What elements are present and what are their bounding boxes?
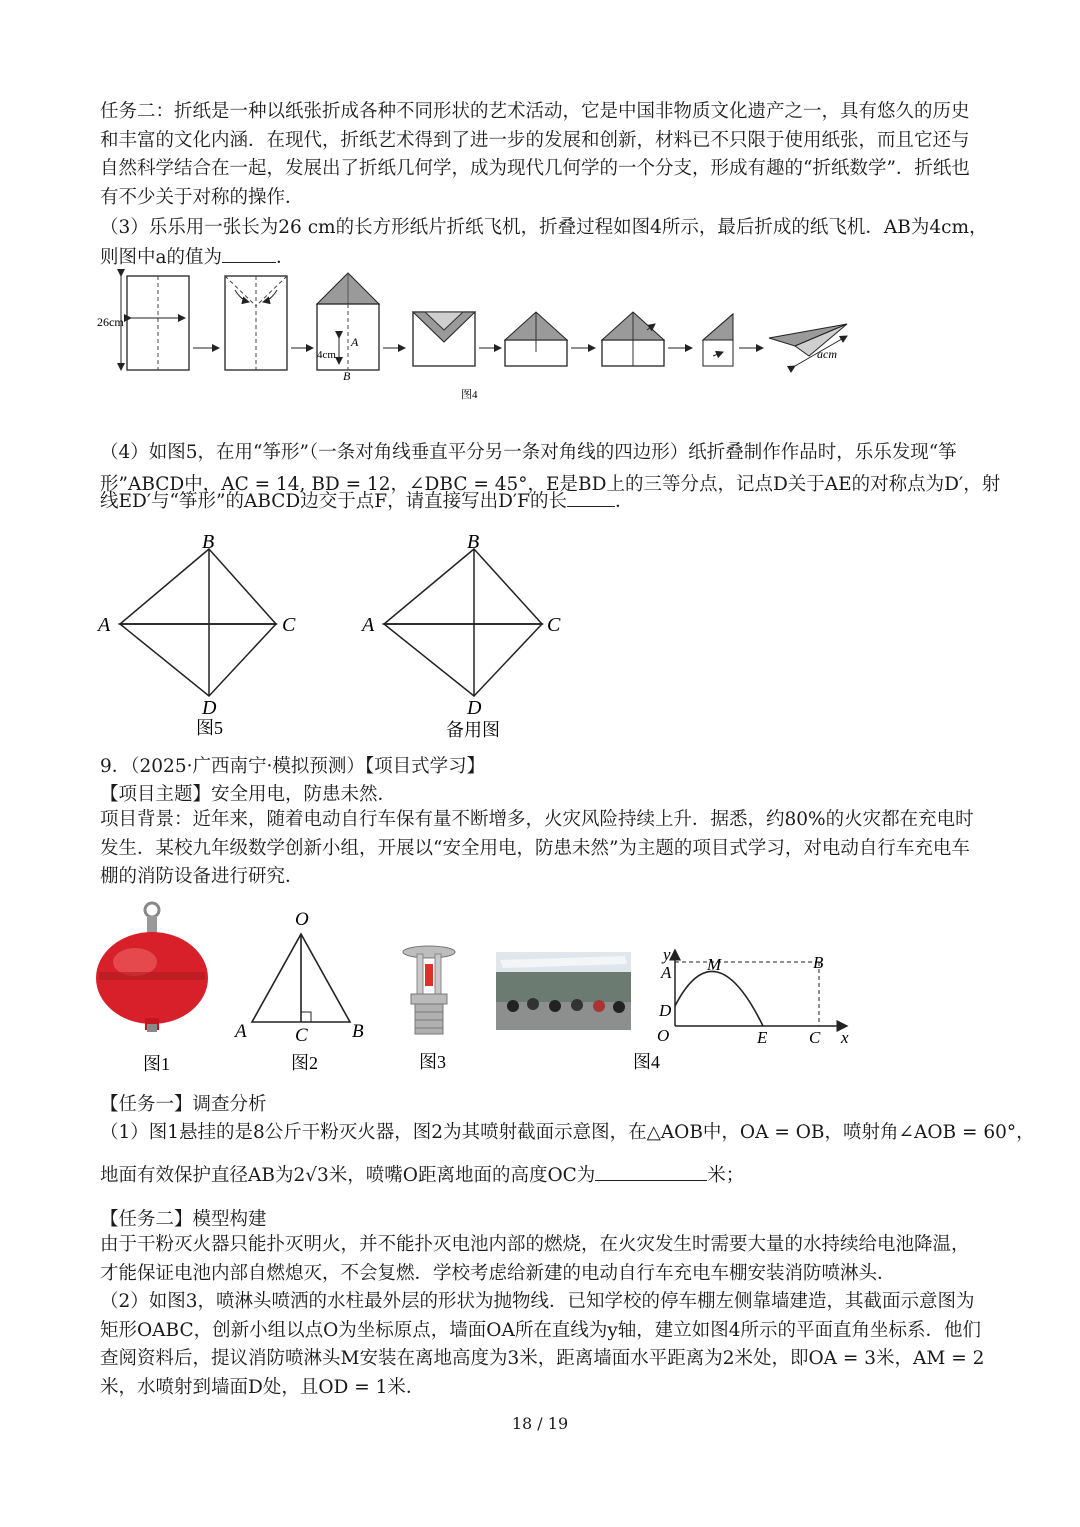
q9-theme: 【项目主题】安全用电，防患未然． [100, 784, 397, 805]
fig4-label-c: C [809, 1028, 821, 1047]
parking-shed-photo [496, 952, 631, 1030]
fig2-label-c: C [295, 1025, 308, 1046]
fig2-caption: 图2 [291, 1053, 318, 1073]
fig5-kite-diagrams [90, 528, 590, 743]
fig2-triangle [233, 909, 364, 1046]
q3-line2 [100, 242, 985, 269]
q3-line2-text: 则图中a的值为 [100, 247, 223, 268]
q4-answer-blank [567, 486, 615, 507]
fig2-label-a: A [235, 1021, 247, 1042]
q3-end: ． [276, 247, 295, 268]
fig4-label-y: y [663, 945, 671, 964]
q9-figures-row [95, 898, 865, 1078]
fig5-label-c: C [282, 614, 296, 636]
fold-step-6 [602, 312, 664, 366]
fig2-label-b: B [352, 1021, 364, 1042]
fold-plane [769, 324, 847, 366]
page-number: 18 / 19 [511, 1414, 569, 1433]
fig4-caption: 图4 [461, 389, 478, 401]
fold-step-5 [505, 312, 567, 366]
fig5-spare-kite [360, 531, 561, 740]
fig4-label-o: O [657, 1026, 670, 1045]
fig1-caption: 图1 [143, 1054, 170, 1074]
fold-step-2 [225, 276, 287, 370]
fig4-label-x: x [841, 1028, 849, 1047]
task-one-line2b: 米； [707, 1165, 745, 1186]
fig4-label-a: A [661, 963, 672, 982]
spare-label-c: C [547, 614, 561, 636]
fig5-kite [96, 531, 296, 738]
sprinkler-image [403, 946, 455, 1034]
fig4-label-m: M [707, 955, 722, 974]
fig3-caption: 图3 [419, 1052, 446, 1072]
fig4-h-label: 4cm [317, 349, 336, 361]
fig4-a-label: acm [817, 347, 837, 361]
task-one-line1: （1）图1悬挂的是8公斤干粉灭火器，图2为其喷射截面示意图，在△AOB中，OA = OB，喷射角∠AOB = 60°， [100, 1122, 1035, 1143]
fig4-len-label: 26cm [97, 315, 124, 329]
fold-step-3 [317, 273, 379, 383]
q4-line3-text: 线ED′与“筝形”的ABCD边交于点F，请直接写出D′F的长 [100, 491, 567, 512]
q4-line3 [100, 486, 985, 513]
spare-label-d: D [467, 697, 482, 719]
fig4-coordinate-plane [657, 945, 849, 1047]
task-two-para2: （2）如图3，喷淋头喷洒的水柱最外层的形状为抛物线．已知学校的停车棚左侧靠墙建造，其截面示意图为矩形OABC，创新小组以点O为坐标原点，墙面OA所在直线为y轴，建立如图4所示的平面直角坐标系．他们查阅资料后，提议消防喷淋头M安装在离地高度为3米，距离墙面水平距离为2米处，即OA = 3米，AM = 2米，水喷射到墙面D处，且OD = 1米． [100, 1291, 985, 1398]
spare-label-a: A [362, 614, 375, 636]
fig4b-caption: 图4 [633, 1052, 660, 1072]
q9-background: 项目背景：近年来，随着电动自行车保有量不断增多，火灾风险持续上升．据悉，约80%的火灾都在充电时发生．某校九年级数学创新小组，开展以“安全用电，防患未然”为主题的项目式学习，对电动自行车充电车棚的消防设备进行研究． [100, 809, 974, 887]
q3-line1: （3）乐乐用一张长为26 cm的长方形纸片折纸飞机，折叠过程如图4所示，最后折成的纸飞机．AB为4cm， [100, 217, 988, 238]
fold-step-4 [413, 312, 475, 366]
fig5-label-b: B [202, 531, 215, 553]
fig4-point-a: A [351, 335, 359, 349]
q9-header: 9．（2025·广西南宁·模拟预测）【项目式学习】 [100, 756, 486, 777]
task-one-answer-blank [595, 1160, 707, 1181]
fig5-label-d: D [202, 697, 217, 719]
q4-line2: 形”ABCD中，AC = 14, BD = 12，∠DBC = 45°，E是BD上的三等分点，记点D关于AE的对称点为D′，射 [100, 474, 1001, 495]
task-two-title: 【任务二】模型构建 [100, 1209, 267, 1230]
q4-line1: （4）如图5，在用“筝形”（一条对角线垂直平分另一条对角线的四边形）纸折叠制作作品时，乐乐发现“筝 [100, 442, 957, 463]
fig4-label-b: B [813, 953, 824, 972]
q4-end: ． [614, 491, 634, 512]
fig5-label-a: A [98, 614, 111, 636]
task-one-line2a: 地面有效保护直径AB为2√3米，喷嘴O距离地面的高度OC为 [100, 1165, 596, 1186]
fire-extinguisher-image [96, 903, 208, 1032]
spare-label-b: B [467, 531, 480, 553]
task-two-para1: 由于干粉灭火器只能扑灭明火，并不能扑灭电池内部的燃烧，在火灾发生时需要大量的水持续给电池降温，才能保证电池内部自燃熄灭，不会复燃．学校考虑给新建的电动自行车充电车棚安装消防喷淋头． [100, 1234, 970, 1284]
fold-step-1 [97, 276, 189, 370]
task-one-title: 【任务一】调查分析 [100, 1094, 267, 1115]
fig4-folding-diagram [95, 268, 855, 408]
fold-step-7 [703, 314, 733, 366]
q3-answer-blank [222, 242, 276, 263]
fig5-caption: 图5 [196, 718, 223, 738]
spare-caption: 备用图 [446, 720, 500, 740]
fig2-label-o: O [295, 909, 309, 930]
fig4-label-d: D [659, 1001, 672, 1020]
task2-paragraph: 任务二：折纸是一种以纸张折成各种不同形状的艺术活动，它是中国非物质文化遗产之一，具有悠久的历史和丰富的文化内涵．在现代，折纸艺术得到了进一步的发展和创新，材料已不只限于使用纸张，而且它还与自然科学结合在一起，发展出了折纸几何学，成为现代几何学的一个分支，形成有趣的“折纸数学”．折纸也有不少关于对称的操作． [100, 101, 970, 208]
fig4-point-b: B [343, 369, 351, 383]
task-one-line2 [100, 1160, 985, 1187]
fig4-label-e: E [757, 1028, 768, 1047]
